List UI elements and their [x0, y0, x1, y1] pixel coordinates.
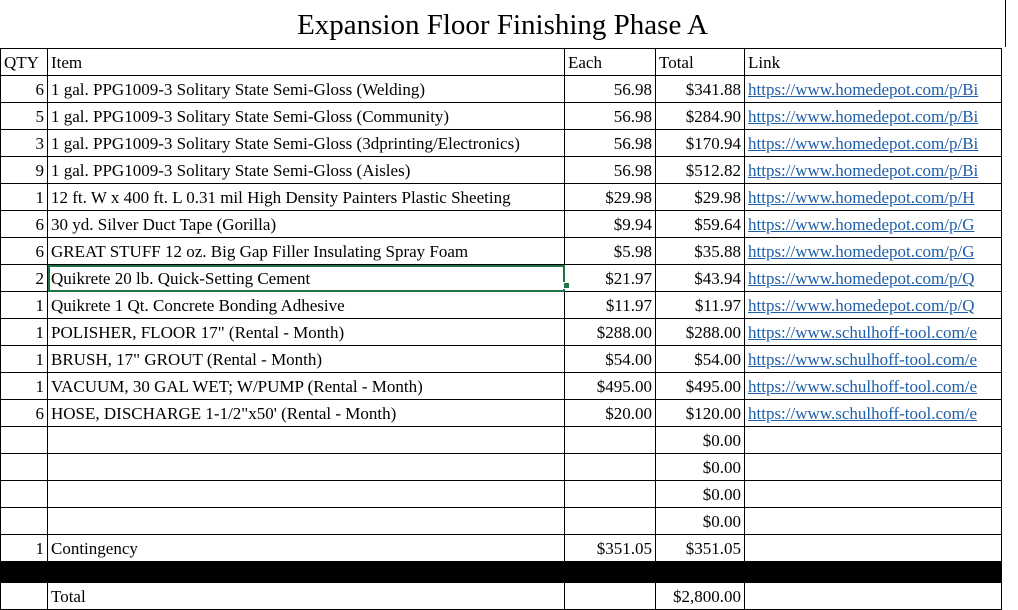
product-link[interactable]: https://www.homedepot.com/p/Bi	[748, 106, 979, 126]
link-cell[interactable]	[745, 76, 1002, 103]
total-cell[interactable]: $0.00	[656, 481, 745, 508]
each-cell[interactable]: 56.98	[565, 103, 656, 130]
link-cell[interactable]	[745, 400, 1002, 427]
product-link[interactable]: https://www.homedepot.com/p/Bi	[748, 133, 979, 153]
item-cell[interactable]: VACUUM, 30 GAL WET; W/PUMP (Rental - Month)	[48, 373, 565, 400]
each-cell[interactable]	[565, 481, 656, 508]
separator-cell	[745, 562, 1002, 583]
table-row	[1, 346, 1002, 373]
qty-cell[interactable]: 9	[1, 157, 48, 184]
item-cell[interactable]: Quikrete 20 lb. Quick-Setting Cement	[48, 265, 565, 292]
item-cell[interactable]: 12 ft. W x 400 ft. L 0.31 mil High Density Painters Plastic Sheeting	[48, 184, 565, 211]
product-link[interactable]: https://www.homedepot.com/p/Q	[748, 295, 975, 315]
product-link[interactable]: https://www.schulhoff-tool.com/e	[748, 403, 978, 423]
each-cell[interactable]: $54.00	[565, 346, 656, 373]
each-cell[interactable]: $9.94	[565, 211, 656, 238]
item-cell[interactable]: 30 yd. Silver Duct Tape (Gorilla)	[48, 211, 565, 238]
qty-cell[interactable]: 1	[1, 535, 48, 562]
table-row	[1, 454, 1002, 481]
total-cell[interactable]: $0.00	[656, 454, 745, 481]
each-cell[interactable]	[565, 454, 656, 481]
separator-bar	[1, 562, 1002, 583]
total-cell[interactable]: $288.00	[656, 319, 745, 346]
total-cell[interactable]: $170.94	[656, 130, 745, 157]
table-row	[1, 508, 1002, 535]
product-link[interactable]: https://www.homedepot.com/p/Bi	[748, 79, 979, 99]
header-total[interactable]: Total	[656, 49, 745, 76]
link-cell[interactable]	[745, 583, 1002, 610]
each-cell[interactable]: $20.00	[565, 400, 656, 427]
header-item[interactable]: Item	[48, 49, 565, 76]
each-cell[interactable]: 56.98	[565, 157, 656, 184]
product-link[interactable]: https://www.schulhoff-tool.com/e	[748, 349, 978, 369]
each-cell[interactable]: $288.00	[565, 319, 656, 346]
total-cell[interactable]: $341.88	[656, 76, 745, 103]
header-qty[interactable]: QTY	[1, 49, 48, 76]
product-link[interactable]: https://www.homedepot.com/p/Q	[748, 268, 975, 288]
table-row	[1, 238, 1002, 265]
column-border	[1005, 0, 1006, 47]
product-link[interactable]: https://www.schulhoff-tool.com/e	[748, 322, 978, 342]
each-cell[interactable]: $495.00	[565, 373, 656, 400]
item-cell[interactable]: GREAT STUFF 12 oz. Big Gap Filler Insulating Spray Foam	[48, 238, 565, 265]
product-link[interactable]: https://www.schulhoff-tool.com/e	[748, 376, 978, 396]
link-cell[interactable]	[745, 157, 1002, 184]
item-cell[interactable]	[48, 481, 565, 508]
qty-cell[interactable]: 1	[1, 346, 48, 373]
link-cell[interactable]	[745, 103, 1002, 130]
each-cell[interactable]: $11.97	[565, 292, 656, 319]
each-cell[interactable]	[565, 427, 656, 454]
item-cell[interactable]: 1 gal. PPG1009-3 Solitary State Semi-Gloss (Welding)	[48, 76, 565, 103]
table-row	[1, 103, 1002, 130]
each-cell[interactable]: $21.97	[565, 265, 656, 292]
link-cell[interactable]	[745, 454, 1002, 481]
separator-cell	[656, 562, 745, 583]
table-row	[1, 481, 1002, 508]
total-cell[interactable]: $43.94	[656, 265, 745, 292]
link-cell[interactable]	[745, 184, 1002, 211]
item-cell[interactable]: HOSE, DISCHARGE 1-1/2"x50' (Rental - Month)	[48, 400, 565, 427]
link-cell[interactable]	[745, 130, 1002, 157]
table-row	[1, 292, 1002, 319]
total-cell[interactable]: $11.97	[656, 292, 745, 319]
total-cell[interactable]: $0.00	[656, 508, 745, 535]
separator-cell	[1, 562, 48, 583]
table-row	[1, 211, 1002, 238]
each-cell[interactable]	[565, 583, 656, 610]
table-row	[1, 130, 1002, 157]
total-label[interactable]: Total	[48, 583, 565, 610]
qty-cell[interactable]: 1	[1, 319, 48, 346]
qty-cell[interactable]	[1, 427, 48, 454]
header-each[interactable]: Each	[565, 49, 656, 76]
spreadsheet-table	[0, 48, 1002, 610]
each-cell[interactable]: $29.98	[565, 184, 656, 211]
table-row	[1, 319, 1002, 346]
each-cell[interactable]	[565, 508, 656, 535]
item-cell[interactable]	[48, 508, 565, 535]
link-cell[interactable]	[745, 346, 1002, 373]
total-cell[interactable]: $0.00	[656, 427, 745, 454]
item-cell[interactable]: Contingency	[48, 535, 565, 562]
total-cell[interactable]: $35.88	[656, 238, 745, 265]
qty-cell[interactable]: 6	[1, 76, 48, 103]
total-cell[interactable]: $495.00	[656, 373, 745, 400]
qty-cell[interactable]: 6	[1, 400, 48, 427]
table-row	[1, 265, 1002, 292]
sheet-title: Expansion Floor Finishing Phase A	[297, 9, 708, 41]
item-cell[interactable]: 1 gal. PPG1009-3 Solitary State Semi-Gloss (3dprinting/Electronics)	[48, 130, 565, 157]
qty-cell[interactable]: 6	[1, 211, 48, 238]
link-cell[interactable]	[745, 508, 1002, 535]
link-cell[interactable]	[745, 373, 1002, 400]
link-cell[interactable]	[745, 481, 1002, 508]
grand-total[interactable]: $2,800.00	[656, 583, 745, 610]
table-row	[1, 535, 1002, 562]
each-cell[interactable]: 56.98	[565, 76, 656, 103]
table-row	[1, 373, 1002, 400]
each-cell[interactable]: $5.98	[565, 238, 656, 265]
item-cell[interactable]	[48, 427, 565, 454]
header-row	[1, 49, 1002, 76]
item-cell[interactable]: 1 gal. PPG1009-3 Solitary State Semi-Gloss (Aisles)	[48, 157, 565, 184]
total-cell[interactable]: $29.98	[656, 184, 745, 211]
table-row	[1, 184, 1002, 211]
total-cell[interactable]: $59.64	[656, 211, 745, 238]
table-row	[1, 76, 1002, 103]
qty-cell[interactable]	[1, 583, 48, 610]
link-cell[interactable]	[745, 427, 1002, 454]
item-cell[interactable]	[48, 454, 565, 481]
total-cell[interactable]: $120.00	[656, 400, 745, 427]
each-cell[interactable]: 56.98	[565, 130, 656, 157]
item-cell[interactable]: 1 gal. PPG1009-3 Solitary State Semi-Gloss (Community)	[48, 103, 565, 130]
header-link[interactable]: Link	[745, 49, 1002, 76]
total-cell[interactable]: $284.90	[656, 103, 745, 130]
link-cell[interactable]	[745, 265, 1002, 292]
total-cell[interactable]: $351.05	[656, 535, 745, 562]
qty-cell[interactable]: 1	[1, 373, 48, 400]
link-cell[interactable]	[745, 292, 1002, 319]
qty-cell[interactable]	[1, 508, 48, 535]
product-link[interactable]: https://www.homedepot.com/p/Bi	[748, 160, 979, 180]
each-cell[interactable]: $351.05	[565, 535, 656, 562]
qty-cell[interactable]	[1, 454, 48, 481]
product-link[interactable]: https://www.homedepot.com/p/H	[748, 187, 975, 207]
item-cell[interactable]: POLISHER, FLOOR 17" (Rental - Month)	[48, 319, 565, 346]
link-cell[interactable]	[745, 211, 1002, 238]
link-cell[interactable]	[745, 535, 1002, 562]
separator-cell	[48, 562, 565, 583]
link-cell[interactable]	[745, 238, 1002, 265]
qty-cell[interactable]: 1	[1, 184, 48, 211]
table-row	[1, 157, 1002, 184]
product-link[interactable]: https://www.homedepot.com/p/G	[748, 214, 975, 234]
separator-cell	[565, 562, 656, 583]
total-row	[1, 583, 1002, 610]
fill-handle[interactable]	[563, 282, 570, 289]
product-link[interactable]: https://www.homedepot.com/p/G	[748, 241, 975, 261]
qty-cell[interactable]: 3	[1, 130, 48, 157]
link-cell[interactable]	[745, 319, 1002, 346]
qty-cell[interactable]: 6	[1, 238, 48, 265]
item-cell[interactable]: Quikrete 1 Qt. Concrete Bonding Adhesive	[48, 292, 565, 319]
qty-cell[interactable]: 1	[1, 292, 48, 319]
qty-cell[interactable]: 5	[1, 103, 48, 130]
total-cell[interactable]: $512.82	[656, 157, 745, 184]
total-cell[interactable]: $54.00	[656, 346, 745, 373]
item-cell[interactable]: BRUSH, 17" GROUT (Rental - Month)	[48, 346, 565, 373]
qty-cell[interactable]	[1, 481, 48, 508]
qty-cell[interactable]: 2	[1, 265, 48, 292]
table-row	[1, 427, 1002, 454]
table-row	[1, 400, 1002, 427]
